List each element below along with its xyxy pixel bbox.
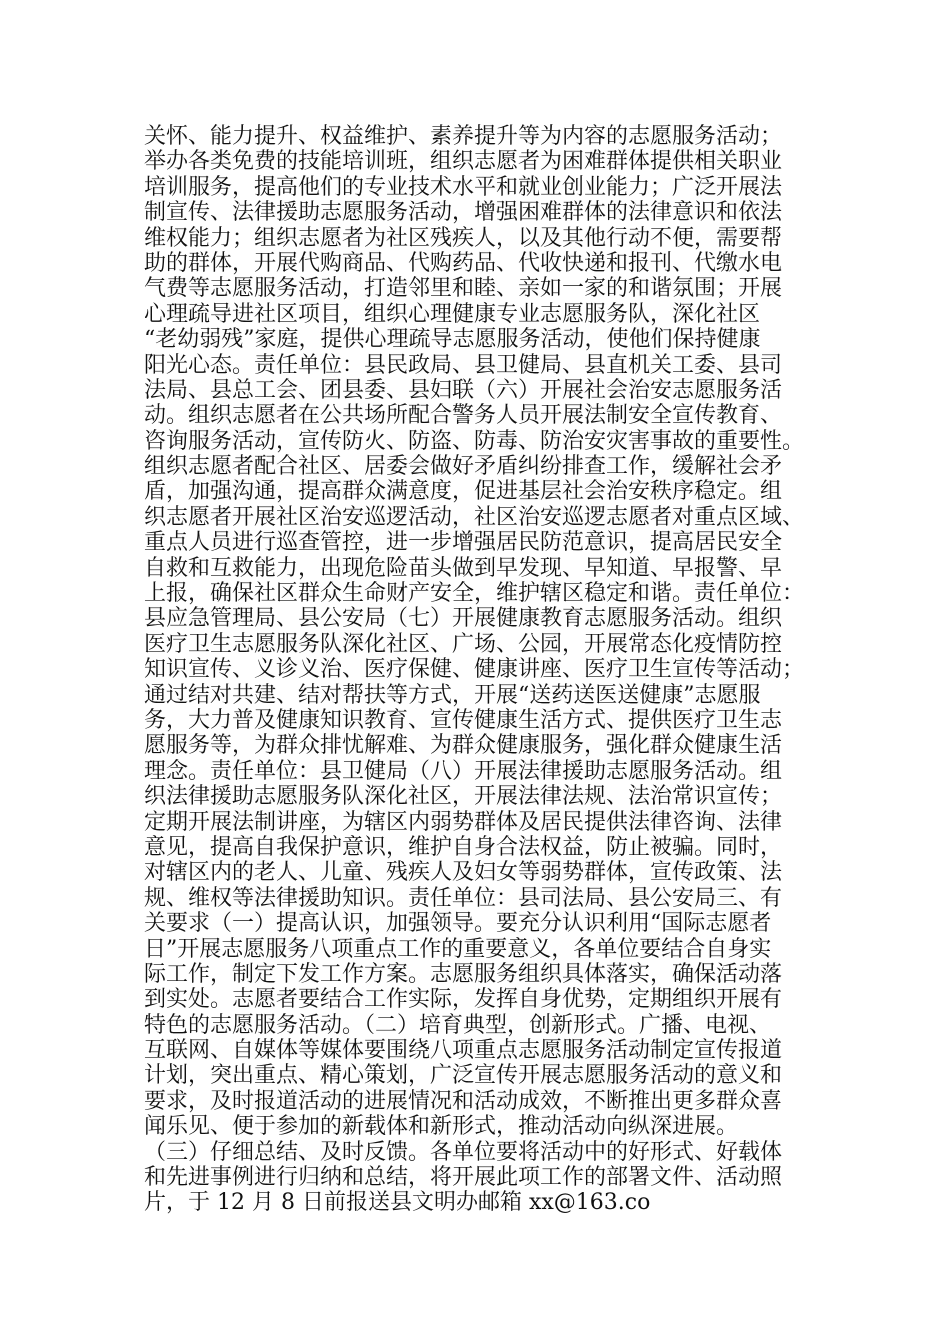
text-line: 理念。责任单位：县卫健局（八）开展法律援助志愿服务活动。组: [144, 758, 783, 784]
text-line: 关要求（一）提高认识，加强领导。要充分认识利用“国际志愿者: [144, 911, 772, 937]
text-line: 助的群体，开展代购商品、代购药品、代收快递和报刊、代缴水电: [144, 250, 783, 276]
text-line: 县应急管理局、县公安局（七）开展健康教育志愿服务活动。组织: [144, 606, 783, 632]
text-line: 到实处。志愿者要结合工作实际，发挥自身优势，定期组织开展有: [144, 987, 783, 1013]
text-line: 意见，提高自我保护意识，维护自身合法权益，防止被骗。同时，: [144, 834, 783, 860]
text-line: 制宣传、法律援助志愿服务活动，增强困难群体的法律意识和依法: [144, 200, 783, 226]
text-line: 气费等志愿服务活动，打造邻里和睦、亲如一家的和谐氛围；开展: [144, 276, 783, 302]
text-line: 愿服务等，为群众排忧解难、为群众健康服务，强化群众健康生活: [144, 733, 783, 759]
text-line: 重点人员进行巡查管控，进一步增强居民防范意识，提高居民安全: [144, 530, 783, 556]
text-line: 特色的志愿服务活动。（二）培育典型，创新形式。广播、电视、: [144, 1012, 772, 1038]
text-line: 互联网、自媒体等媒体要围绕八项重点志愿服务活动制定宣传报道: [144, 1038, 783, 1064]
text-line: 盾，加强沟通，提高群众满意度，促进基层社会治安秩序稳定。组: [144, 479, 783, 505]
text-line: 通过结对共建、结对帮扶等方式，开展“送药送医送健康”志愿服: [144, 682, 761, 708]
text-line: 际工作，制定下发工作方案。志愿服务组织具体落实，确保活动落: [144, 961, 783, 987]
body-text: [144, 124, 824, 1216]
text-line: 动。组织志愿者在公共场所配合警务人员开展法制安全宣传教育、: [144, 403, 783, 429]
text-line: 培训服务，提高他们的专业技术水平和就业创业能力；广泛开展法: [144, 174, 783, 200]
text-line: （三）仔细总结、及时反馈。各单位要将活动中的好形式、好载体: [144, 1139, 783, 1165]
text-line: 定期开展法制讲座，为辖区内弱势群体及居民提供法律咨询、法律: [144, 809, 783, 835]
text-line: 心理疏导进社区项目，组织心理健康专业志愿服务队，深化社区: [144, 301, 761, 327]
text-line: 咨询服务活动，宣传防火、防盗、防毒、防治安灾害事故的重要性。: [144, 428, 805, 454]
text-line: 规、维权等法律援助知识。责任单位：县司法局、县公安局三、有: [144, 885, 783, 911]
text-line: 和先进事例进行归纳和总结，将开展此项工作的部署文件、活动照: [144, 1165, 783, 1191]
text-line: 关怀、能力提升、权益维护、素养提升等为内容的志愿服务活动；: [144, 124, 783, 149]
text-line: 对辖区内的老人、儿童、残疾人及妇女等弱势群体，宣传政策、法: [144, 860, 783, 886]
text-line: 组织志愿者配合社区、居委会做好矛盾纠纷排查工作，缓解社会矛: [144, 454, 783, 480]
text-line: 务，大力普及健康知识教育、宣传健康生活方式、提供医疗卫生志: [144, 707, 783, 733]
text-line: 闻乐见、便于参加的新载体和新形式，推动活动向纵深进展。: [144, 1114, 739, 1140]
text-line: 维权能力；组织志愿者为社区残疾人，以及其他行动不便，需要帮: [144, 225, 783, 251]
text-line: 计划，突出重点、精心策划，广泛宣传开展志愿服务活动的意义和: [144, 1063, 783, 1089]
text-line: 织法律援助志愿服务队深化社区，开展法律法规、法治常识宣传；: [144, 784, 783, 810]
text-line: 片，于 12 月 8 日前报送县文明办邮箱 xx@163.co: [144, 1190, 651, 1216]
text-line: 法局、县总工会、团县委、县妇联（六）开展社会治安志愿服务活: [144, 377, 783, 403]
text-line: 织志愿者开展社区治安巡逻活动，社区治安巡逻志愿者对重点区域、: [144, 504, 805, 530]
text-line: 上报，确保社区群众生命财产安全，维护辖区稳定和谐。责任单位：: [144, 581, 805, 607]
text-line: 知识宣传、义诊义治、医疗保健、健康讲座、医疗卫生宣传等活动；: [144, 657, 805, 683]
text-line: 日”开展志愿服务八项重点工作的重要意义，各单位要结合自身实: [144, 936, 772, 962]
text-line: 举办各类免费的技能培训班，组织志愿者为困难群体提供相关职业: [144, 149, 783, 175]
text-line: “老幼弱残”家庭，提供心理疏导志愿服务活动，使他们保持健康: [144, 327, 761, 353]
text-line: 阳光心态。责任单位：县民政局、县卫健局、县直机关工委、县司: [144, 352, 783, 378]
text-line: 医疗卫生志愿服务队深化社区、广场、公园，开展常态化疫情防控: [144, 631, 783, 657]
text-line: 自救和互救能力，出现危险苗头做到早发现、早知道、早报警、早: [144, 555, 783, 581]
text-line: 要求，及时报道活动的进展情况和活动成效，不断推出更多群众喜: [144, 1088, 783, 1114]
